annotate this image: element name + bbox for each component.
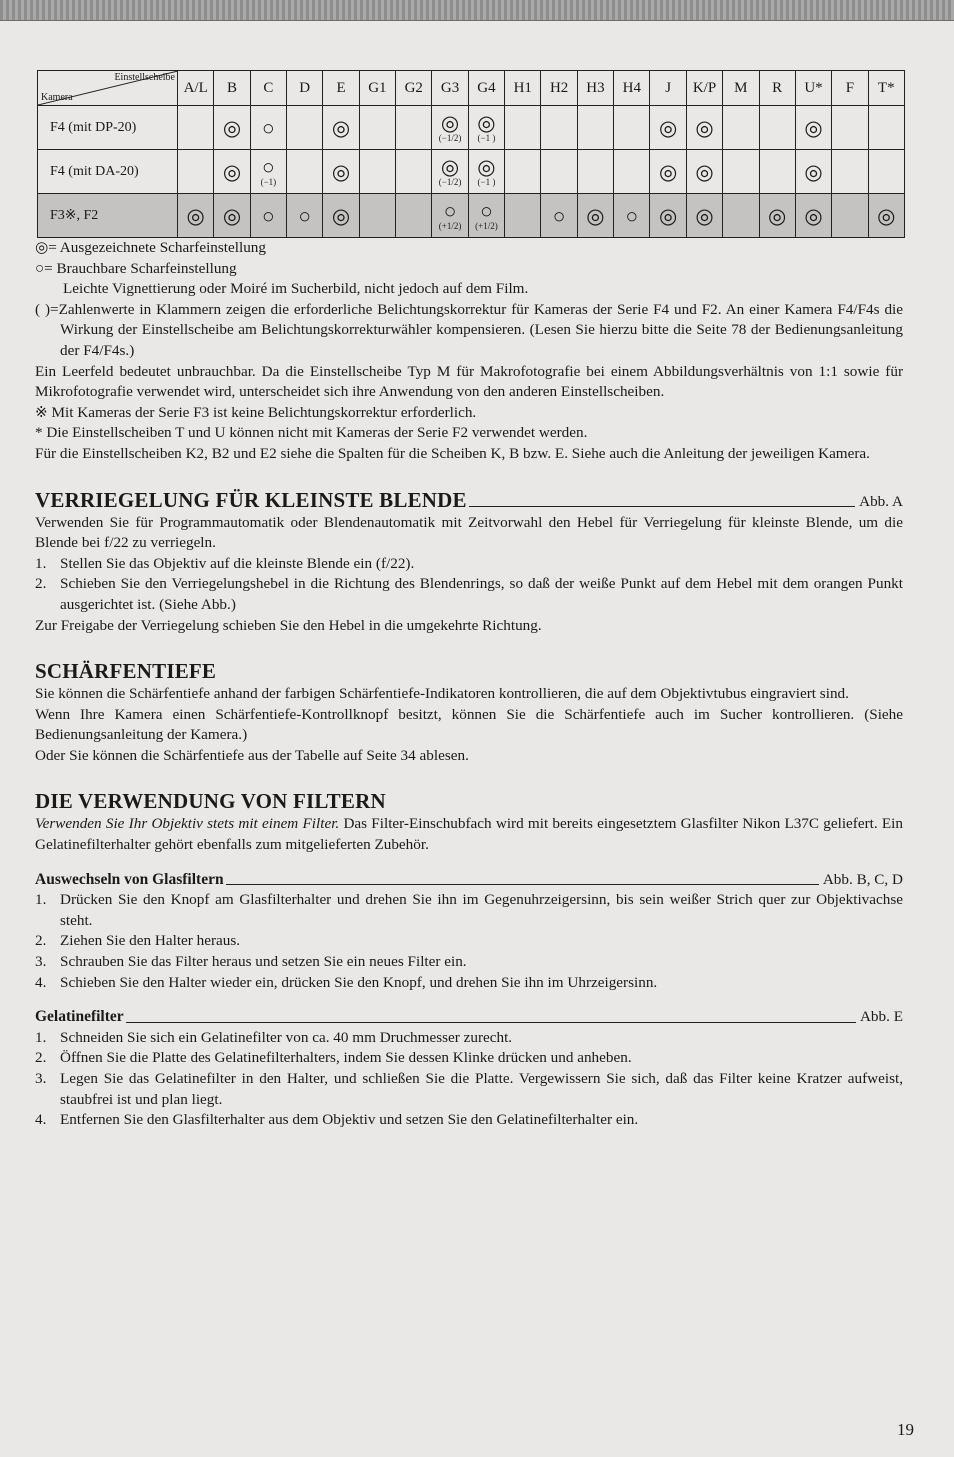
table-cell bbox=[868, 150, 904, 194]
legend-blank: Ein Leerfeld bedeutet unbrauchbar. Da die Einstellscheibe Typ M für Makrofotografie bei einem Abbildungsverhältnis von 1:1 sowie für Mikrofotografie verwendet wird, unterscheidet sich ihre Anwendung von den anderen Einstellscheiben. bbox=[35, 362, 903, 401]
step-text: Schrauben Sie das Filter heraus und setzen Sie ein neues Filter ein. bbox=[60, 953, 467, 971]
step-text: Schieben Sie den Verriegelungshebel in die Richtung des Blendenrings, so daß der weiße Punkt auf dem Hebel mit dem orangen Punkt ausgerichtet ist. (Siehe Abb.) bbox=[60, 575, 903, 613]
table-cell bbox=[178, 106, 214, 150]
table-cell bbox=[250, 106, 286, 150]
focusing-screen-table bbox=[37, 70, 905, 238]
table-cell bbox=[614, 194, 650, 238]
step-text: Entfernen Sie den Glasfilterhalter aus dem Objektiv und setzen Sie den Gelatinefilterhalter ein. bbox=[60, 1111, 639, 1129]
column-header: F bbox=[832, 71, 868, 106]
table-cell bbox=[359, 106, 395, 150]
step-item bbox=[35, 1048, 903, 1069]
lock-steps bbox=[35, 554, 903, 616]
rating-symbol: ○ bbox=[625, 203, 639, 228]
table-cell bbox=[650, 106, 686, 150]
table-cell bbox=[686, 106, 722, 150]
table-cell bbox=[577, 106, 613, 150]
rating-symbol: ○ bbox=[262, 115, 275, 140]
table-cell bbox=[759, 194, 795, 238]
rating-symbol: ◎ bbox=[877, 203, 896, 228]
table-cell bbox=[432, 194, 468, 238]
step-number: 2. bbox=[35, 932, 47, 950]
rating-symbol: ◎ bbox=[222, 115, 242, 140]
table-cell bbox=[396, 106, 432, 150]
step-text: Schieben Sie den Halter wieder ein, drücken Sie den Knopf, und drehen Sie ihn im Uhrzeigersinn. bbox=[60, 973, 658, 991]
table-row bbox=[38, 106, 905, 150]
step-number: 4. bbox=[35, 1111, 47, 1129]
column-header: H3 bbox=[577, 71, 613, 106]
rating-symbol: ○ bbox=[298, 203, 312, 228]
step-text: Ziehen Sie den Halter heraus. bbox=[60, 932, 241, 950]
table-cell bbox=[250, 150, 286, 194]
table-cell bbox=[396, 194, 432, 238]
table-cell bbox=[214, 106, 250, 150]
rating-symbol: ◎ bbox=[331, 115, 351, 140]
row-camera-label: F4 (mit DP-20) bbox=[38, 106, 178, 150]
step-item bbox=[35, 952, 903, 973]
table-cell bbox=[468, 106, 504, 150]
table-cell bbox=[832, 150, 868, 194]
step-item bbox=[35, 931, 903, 952]
table-cell bbox=[723, 150, 759, 194]
column-header: H1 bbox=[505, 71, 541, 106]
step-number: 3. bbox=[35, 1070, 47, 1087]
table-cell bbox=[287, 150, 323, 194]
table-cell bbox=[432, 106, 468, 150]
rating-symbol: ◎ bbox=[804, 203, 823, 228]
legend-excellent: ◎= Ausgezeichnete Scharfeinstellung bbox=[35, 239, 266, 256]
column-header: D bbox=[287, 71, 323, 106]
column-header: G4 bbox=[468, 71, 504, 106]
table-cell bbox=[432, 150, 468, 194]
table-cell bbox=[250, 194, 286, 238]
glass-title: Auswechseln von Glasfiltern bbox=[35, 870, 224, 888]
table-cell bbox=[686, 150, 722, 194]
rating-symbol: ◎ bbox=[186, 203, 205, 228]
subheading-rule bbox=[126, 1022, 856, 1023]
rating-symbol: ◎ bbox=[222, 159, 242, 184]
step-text: Drücken Sie den Knopf am Glasfilterhalter und drehen Sie ihn im Gegenuhrzeigersinn, bis sein weißer Strich quer zur Objektivachse steht. bbox=[60, 891, 903, 929]
step-number: 3. bbox=[35, 953, 47, 971]
rating-symbol: ○ bbox=[480, 198, 493, 223]
column-header: J bbox=[650, 71, 686, 106]
rating-symbol: ◎ bbox=[331, 159, 351, 184]
rating-symbol: ○ bbox=[262, 154, 275, 179]
step-number: 1. bbox=[35, 554, 47, 572]
glass-heading bbox=[35, 870, 903, 891]
lock-intro: Verwenden Sie für Programmautomatik oder Blendenautomatik mit Zeitvorwahl den Hebel für Verriegelung für kleinste Blende, um die Blende bei f/22 zu verriegeln. bbox=[35, 513, 903, 552]
rating-symbol: ◎ bbox=[695, 203, 714, 228]
exposure-correction: (−1 ) bbox=[477, 176, 496, 187]
rating-symbol: ◎ bbox=[804, 159, 823, 184]
table-header-row bbox=[38, 71, 905, 106]
step-item bbox=[35, 890, 903, 931]
page-number: 19 bbox=[897, 1420, 914, 1439]
rating-symbol: ○ bbox=[262, 203, 275, 228]
subheading-rule bbox=[226, 884, 819, 885]
table-cell bbox=[686, 194, 722, 238]
column-header: G1 bbox=[359, 71, 395, 106]
dof-title: SCHÄRFENTIEFE bbox=[35, 659, 217, 684]
gel-heading bbox=[35, 1007, 903, 1028]
step-item bbox=[35, 574, 903, 615]
table-cell bbox=[359, 194, 395, 238]
step-item bbox=[35, 973, 903, 994]
table-cell bbox=[723, 106, 759, 150]
table-cell bbox=[723, 194, 759, 238]
step-item bbox=[35, 1110, 903, 1131]
rating-symbol: ◎ bbox=[658, 115, 678, 140]
dof-paragraph-3: Oder Sie können die Schärfentiefe aus der Tabelle auf Seite 34 ablesen. bbox=[35, 746, 469, 764]
table-cell bbox=[759, 106, 795, 150]
legend-usable: ○= Brauchbare Scharfeinstellung bbox=[35, 259, 237, 277]
table-cell bbox=[577, 194, 613, 238]
table-cell bbox=[505, 150, 541, 194]
column-header: C bbox=[250, 71, 286, 106]
column-header: B bbox=[214, 71, 250, 106]
filters-intro-italic: Verwenden Sie Ihr Objektiv stets mit einem Filter. bbox=[35, 815, 340, 833]
legend-k2-note: Für die Einstellscheiben K2, B2 und E2 siehe die Spalten für die Scheiben K, B bzw. E. Siehe auch die Anleitung der jeweiligen Kamera. bbox=[35, 444, 870, 462]
rating-symbol: ◎ bbox=[768, 203, 787, 228]
legend-usable-note: Leichte Vignettierung oder Moiré im Sucherbild, nicht jedoch auf dem Film. bbox=[63, 280, 529, 298]
table-row bbox=[38, 194, 905, 238]
table-cell bbox=[868, 106, 904, 150]
page-body bbox=[35, 238, 903, 1131]
table-cell bbox=[614, 150, 650, 194]
filters-intro-rest: Das Filter-Einschubfach wird mit bereits eingesetztem Glasfilter Nikon L37C geliefert. Ein Gelatinefilterhalter gehört ebenfalls zum mitgelieferten Zubehör. bbox=[35, 815, 903, 854]
dof-paragraph-1: Sie können die Schärfentiefe anhand der farbigen Schärfentiefe-Indikatoren kontrollieren, die auf dem Objektivtubus eingraviert sind. bbox=[35, 685, 849, 703]
table-corner-cell bbox=[38, 71, 178, 106]
lock-heading bbox=[35, 487, 903, 513]
step-number: 2. bbox=[35, 1049, 47, 1067]
table-cell bbox=[650, 150, 686, 194]
exposure-correction: (−1/2) bbox=[438, 176, 462, 187]
table-cell bbox=[214, 150, 250, 194]
step-number: 1. bbox=[35, 1028, 47, 1046]
table-cell bbox=[359, 150, 395, 194]
gel-title: Gelatinefilter bbox=[35, 1008, 124, 1026]
table-cell bbox=[323, 150, 359, 194]
exposure-correction: (+1/2) bbox=[438, 220, 462, 231]
table-cell bbox=[541, 150, 577, 194]
step-number: 1. bbox=[35, 891, 47, 909]
rating-symbol: ◎ bbox=[477, 154, 496, 179]
table-cell bbox=[178, 150, 214, 194]
table-cell bbox=[577, 150, 613, 194]
table-cell bbox=[323, 106, 359, 150]
rating-symbol: ○ bbox=[443, 198, 457, 223]
gel-figure-ref: Abb. E bbox=[859, 1008, 903, 1026]
rating-symbol: ◎ bbox=[477, 110, 496, 135]
table-cell bbox=[795, 106, 831, 150]
step-number: 2. bbox=[35, 575, 47, 593]
exposure-correction: (−1) bbox=[260, 176, 277, 187]
table-cell bbox=[468, 150, 504, 194]
step-text: Schneiden Sie sich ein Gelatinefilter von ca. 40 mm Druchmesser zurecht. bbox=[60, 1028, 513, 1046]
step-item bbox=[35, 554, 903, 575]
lock-title: VERRIEGELUNG FÜR KLEINSTE BLENDE bbox=[35, 487, 467, 512]
corner-label-camera: Kamera bbox=[41, 92, 73, 103]
table-row bbox=[38, 150, 905, 194]
rating-symbol: ○ bbox=[552, 203, 566, 228]
exposure-correction: (−1 ) bbox=[477, 132, 496, 143]
column-header: H4 bbox=[614, 71, 650, 106]
column-header: H2 bbox=[541, 71, 577, 106]
rating-symbol: ◎ bbox=[658, 203, 678, 228]
gel-steps bbox=[35, 1028, 903, 1131]
rating-symbol: ◎ bbox=[658, 159, 678, 184]
step-item bbox=[35, 1028, 903, 1049]
glass-figure-ref: Abb. B, C, D bbox=[822, 870, 903, 888]
table-cell bbox=[541, 106, 577, 150]
lock-release: Zur Freigabe der Verriegelung schieben Sie den Hebel in die umgekehrte Richtung. bbox=[35, 616, 542, 634]
filters-title: DIE VERWENDUNG VON FILTERN bbox=[35, 789, 386, 814]
filters-intro bbox=[35, 814, 903, 855]
step-text: Legen Sie das Gelatinefilter in den Halter, und schließen Sie die Platte. Vergewissern Sie sich, daß das Filter keine Kratzer aufweist, staubfrei ist und plan liegt. bbox=[60, 1070, 903, 1108]
top-scan-band bbox=[0, 0, 954, 21]
legend-tu-note: * Die Einstellscheiben T und U können nicht mit Kameras der Serie F2 verwendet werden. bbox=[35, 424, 588, 442]
rating-symbol: ◎ bbox=[695, 159, 714, 184]
table-cell bbox=[614, 106, 650, 150]
table-cell bbox=[868, 194, 904, 238]
column-header: M bbox=[723, 71, 759, 106]
legend-numbers: ( )=Zahlenwerte in Klammern zeigen die erforderliche Belichtungskorrektur für Kameras der Serie F4 und F2. An einer Kamera F4/F4s die Wirkung der Einstellscheibe am Belichtungskorrekturwähler kompensieren. (Lesen Sie hierzu bitte die Seite 78 der Bedienungsanleitung der F4/F4s.) bbox=[35, 300, 903, 359]
row-camera-label: F4 (mit DA-20) bbox=[38, 150, 178, 194]
glass-steps bbox=[35, 890, 903, 993]
lock-figure-ref: Abb. A bbox=[859, 492, 903, 510]
step-text: Öffnen Sie die Platte des Gelatinefilterhalters, indem Sie dessen Klinke drücken und anheben. bbox=[60, 1049, 632, 1067]
table-cell bbox=[795, 194, 831, 238]
rating-symbol: ◎ bbox=[331, 203, 351, 228]
step-number: 4. bbox=[35, 973, 47, 991]
column-header: T* bbox=[868, 71, 904, 106]
table-cell bbox=[214, 194, 250, 238]
table-cell bbox=[832, 194, 868, 238]
column-header: R bbox=[759, 71, 795, 106]
step-text: Stellen Sie das Objektiv auf die kleinste Blende ein (f/22). bbox=[60, 554, 415, 572]
column-header: G2 bbox=[396, 71, 432, 106]
corner-label-screen: Einstellscheibe bbox=[114, 72, 175, 83]
rating-symbol: ◎ bbox=[586, 203, 605, 228]
table-cell bbox=[505, 194, 541, 238]
row-camera-label: F3※, F2 bbox=[38, 194, 178, 238]
table-cell bbox=[759, 150, 795, 194]
table-cell bbox=[832, 106, 868, 150]
dof-paragraph-2: Wenn Ihre Kamera einen Schärfentiefe-Kontrollknopf besitzt, können Sie die Schärfentiefe auch im Sucher kontrollieren. (Siehe Bedienungsanleitung der Kamera.) bbox=[35, 705, 903, 744]
rating-symbol: ◎ bbox=[440, 110, 460, 135]
exposure-correction: (+1/2) bbox=[475, 220, 498, 231]
table-cell bbox=[795, 150, 831, 194]
table-cell bbox=[505, 106, 541, 150]
heading-rule bbox=[469, 506, 855, 507]
table-cell bbox=[650, 194, 686, 238]
table-cell bbox=[323, 194, 359, 238]
column-header: A/L bbox=[178, 71, 214, 106]
table-cell bbox=[287, 106, 323, 150]
legend-f3-note: ※ Mit Kameras der Serie F3 ist keine Belichtungskorrektur erforderlich. bbox=[35, 403, 477, 421]
table-cell bbox=[178, 194, 214, 238]
step-item bbox=[35, 1069, 903, 1110]
rating-symbol: ◎ bbox=[695, 115, 714, 140]
column-header: G3 bbox=[432, 71, 468, 106]
column-header: K/P bbox=[686, 71, 722, 106]
table-cell bbox=[396, 150, 432, 194]
rating-symbol: ◎ bbox=[222, 203, 242, 228]
exposure-correction: (−1/2) bbox=[438, 132, 462, 143]
column-header: E bbox=[323, 71, 359, 106]
table-cell bbox=[541, 194, 577, 238]
column-header: U* bbox=[795, 71, 831, 106]
table-cell bbox=[287, 194, 323, 238]
table-cell bbox=[468, 194, 504, 238]
rating-symbol: ◎ bbox=[804, 115, 823, 140]
rating-symbol: ◎ bbox=[440, 154, 460, 179]
